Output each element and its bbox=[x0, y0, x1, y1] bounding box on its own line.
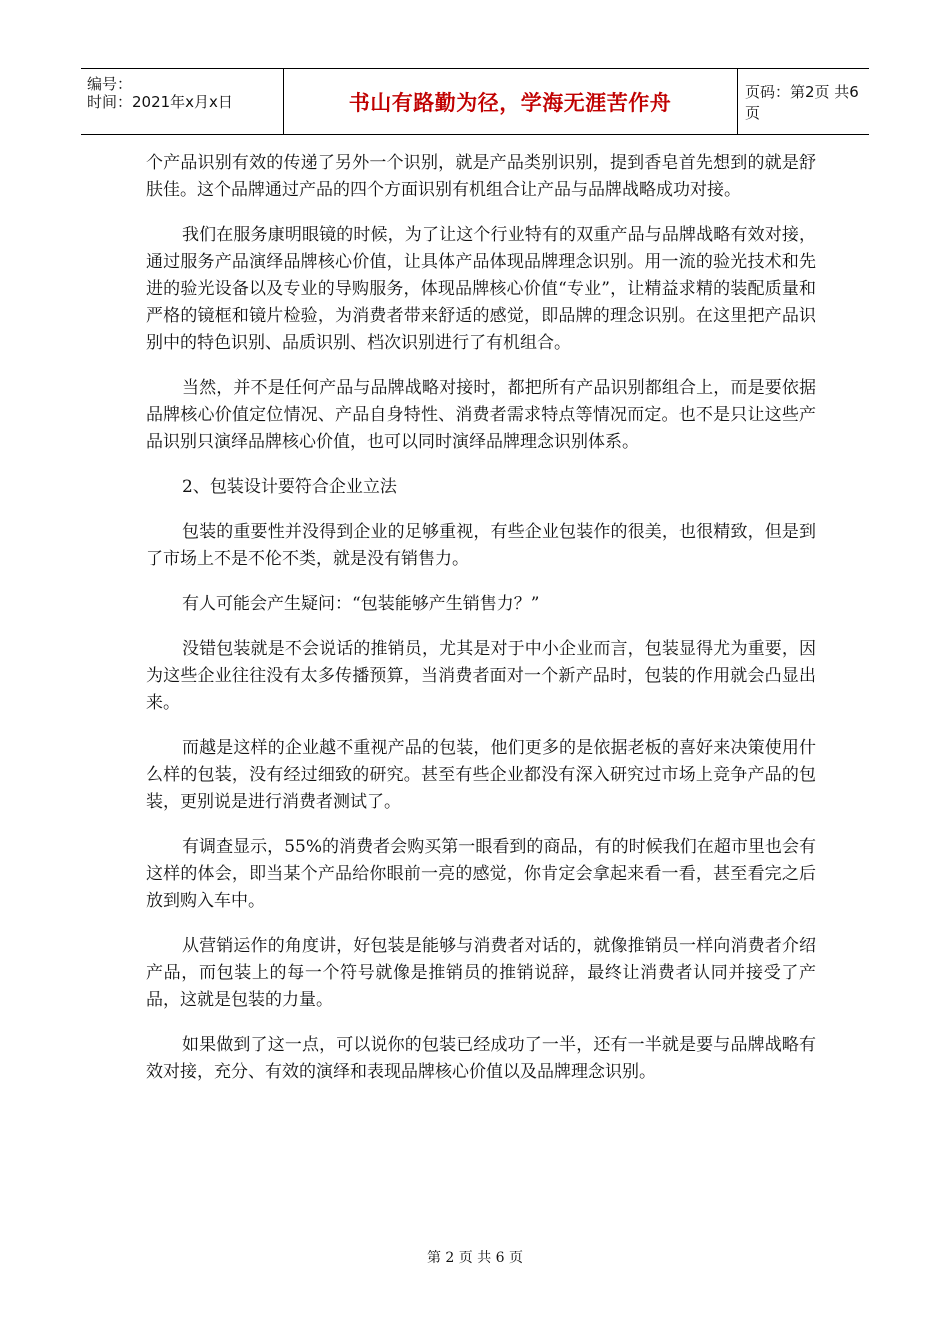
header-motto-cell bbox=[283, 69, 738, 134]
page-footer: 第 2 页 共 6 页 bbox=[426, 1250, 524, 1266]
section-heading: 2、包装设计要符合企业立法 bbox=[182, 477, 397, 497]
paragraph: 没错包装就是不会说话的推销员，尤其是对于中小企业而言，包装显得尤为重要，因为这些企业往往没有太多传播预算，当消费者面对一个新产品时，包装的作用就会凸显出来。 bbox=[146, 639, 816, 713]
header-info-cell bbox=[81, 69, 284, 134]
paragraph: 有人可能会产生疑问：“包装能够产生销售力？” bbox=[182, 594, 540, 614]
paragraph: 如果做到了这一点，可以说你的包装已经成功了一半，还有一半就是要与品牌战略有效对接，充分、有效的演绎和表现品牌核心价值以及品牌理念识别。 bbox=[146, 1035, 816, 1082]
serial-label: 编号： bbox=[87, 75, 133, 93]
paragraph: 当然，并不是任何产品与品牌战略对接时，都把所有产品识别都组合上，而是要依据品牌核心价值定位情况、产品自身特性、消费者需求特点等情况而定。也不是只让这些产品识别只演绎品牌核心价值，也可以同时演绎品牌理念识别体系。 bbox=[146, 378, 816, 452]
page-code: 页码：第2页 共6页 bbox=[745, 82, 859, 122]
paragraph: 而越是这样的企业越不重视产品的包装，他们更多的是依据老板的喜好来决策使用什么样的包装，没有经过细致的研究。甚至有些企业都没有深入研究过市场上竞争产品的包装，更别说是进行消费者测试了。 bbox=[146, 738, 816, 812]
paragraph: 有调查显示，55%的消费者会购买第一眼看到的商品，有的时候我们在超市里也会有这样的体会，即当某个产品给你眼前一亮的感觉，你肯定会拿起来看一看，甚至看完之后放到购入车中。 bbox=[146, 837, 816, 911]
document-body bbox=[146, 150, 816, 1104]
paragraph: 我们在服务康明眼镜的时候，为了让这个行业特有的双重产品与品牌战略有效对接，通过服务产品演绎品牌核心价值，让具体产品体现品牌理念识别。用一流的验光技术和先进的验光设备以及专业的导购服务，体现品牌核心价值“专业”，让精益求精的装配质量和严格的镜框和镜片检验，为消费者带来舒适的感觉，即品牌的理念识别。在这里把产品识别中的特色识别、品质识别、档次识别进行了有机组合。 bbox=[146, 225, 816, 353]
header-page-cell bbox=[737, 69, 869, 134]
paragraph: 从营销运作的角度讲，好包装是能够与消费者对话的，就像推销员一样向消费者介绍产品，而包装上的每一个符号就像是推销员的推销说辞，最终让消费者认同并接受了产品，这就是包装的力量。 bbox=[146, 936, 816, 1010]
paragraph: 个产品识别有效的传递了另外一个识别，就是产品类别识别，提到香皂首先想到的就是舒肤佳。这个品牌通过产品的四个方面识别有机组合让产品与品牌战略成功对接。 bbox=[146, 153, 816, 200]
motto: 书山有路勤为径，学海无涯苦作舟 bbox=[348, 89, 672, 115]
paragraph: 包装的重要性并没得到企业的足够重视，有些企业包装作的很美，也很精致，但是到了市场上不是不伦不类，就是没有销售力。 bbox=[146, 522, 816, 569]
page-header bbox=[81, 68, 869, 135]
time-label: 时间：2021年x月x日 bbox=[87, 93, 233, 111]
